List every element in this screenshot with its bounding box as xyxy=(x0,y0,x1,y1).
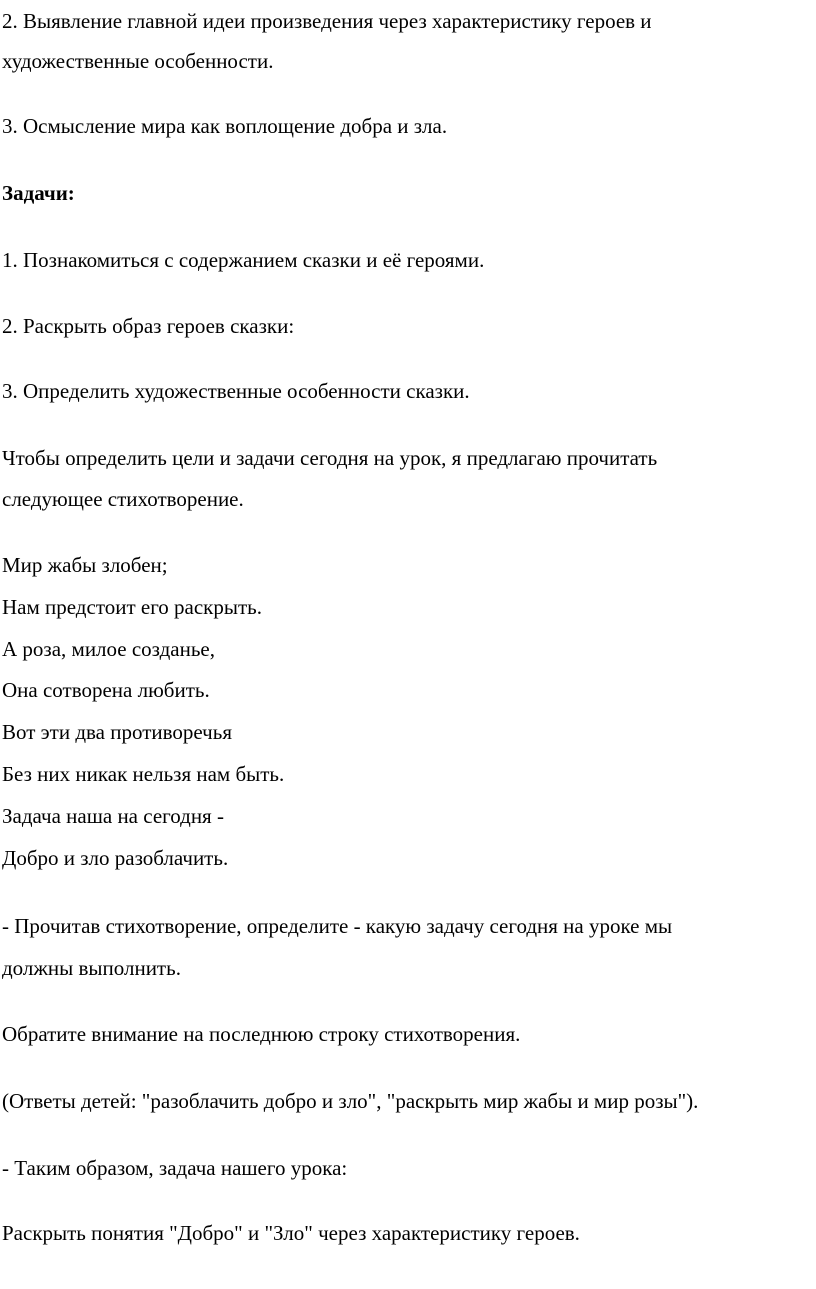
poem-line-7: Задача наша на сегодня - xyxy=(2,804,224,828)
intro-line-2: следующее стихотворение. xyxy=(2,487,244,511)
task-item-3: 3. Определить художественные особенности сказки. xyxy=(2,379,470,403)
poem-line-2: Нам предстоит его раскрыть. xyxy=(2,595,262,619)
goal-item-2-line-2: художественные особенности. xyxy=(2,49,274,73)
tasks-heading: Задачи: xyxy=(2,181,75,205)
question-line-1: - Прочитав стихотворение, определите - какую задачу сегодня на уроке мы xyxy=(2,914,673,938)
question-line-2: должны выполнить. xyxy=(2,956,181,980)
goal-item-2-line-1: 2. Выявление главной идеи произведения через характеристику героев и xyxy=(2,9,652,33)
poem-line-8: Добро и зло разоблачить. xyxy=(2,846,229,870)
final-task-line: Раскрыть понятия "Добро" и "Зло" через характеристику героев. xyxy=(2,1221,580,1245)
hint-line: Обратите внимание на последнюю строку стихотворения. xyxy=(2,1022,521,1046)
poem-line-4: Она сотворена любить. xyxy=(2,678,210,702)
task-item-2: 2. Раскрыть образ героев сказки: xyxy=(2,314,295,338)
poem-line-5: Вот эти два противоречья xyxy=(2,720,232,744)
poem-line-3: А роза, милое созданье, xyxy=(2,637,215,661)
goal-item-3: 3. Осмысление мира как воплощение добра и зла. xyxy=(2,114,448,138)
poem-line-1: Мир жабы злобен; xyxy=(2,553,168,577)
poem-line-6: Без них никак нельзя нам быть. xyxy=(2,762,285,786)
conclusion-line: - Таким образом, задача нашего урока: xyxy=(2,1156,348,1180)
task-item-1: 1. Познакомиться с содержанием сказки и её героями. xyxy=(2,248,485,272)
intro-line-1: Чтобы определить цели и задачи сегодня на урок, я предлагаю прочитать xyxy=(2,446,658,470)
answers-line: (Ответы детей: "разоблачить добро и зло", "раскрыть мир жабы и мир розы"). xyxy=(2,1089,699,1113)
